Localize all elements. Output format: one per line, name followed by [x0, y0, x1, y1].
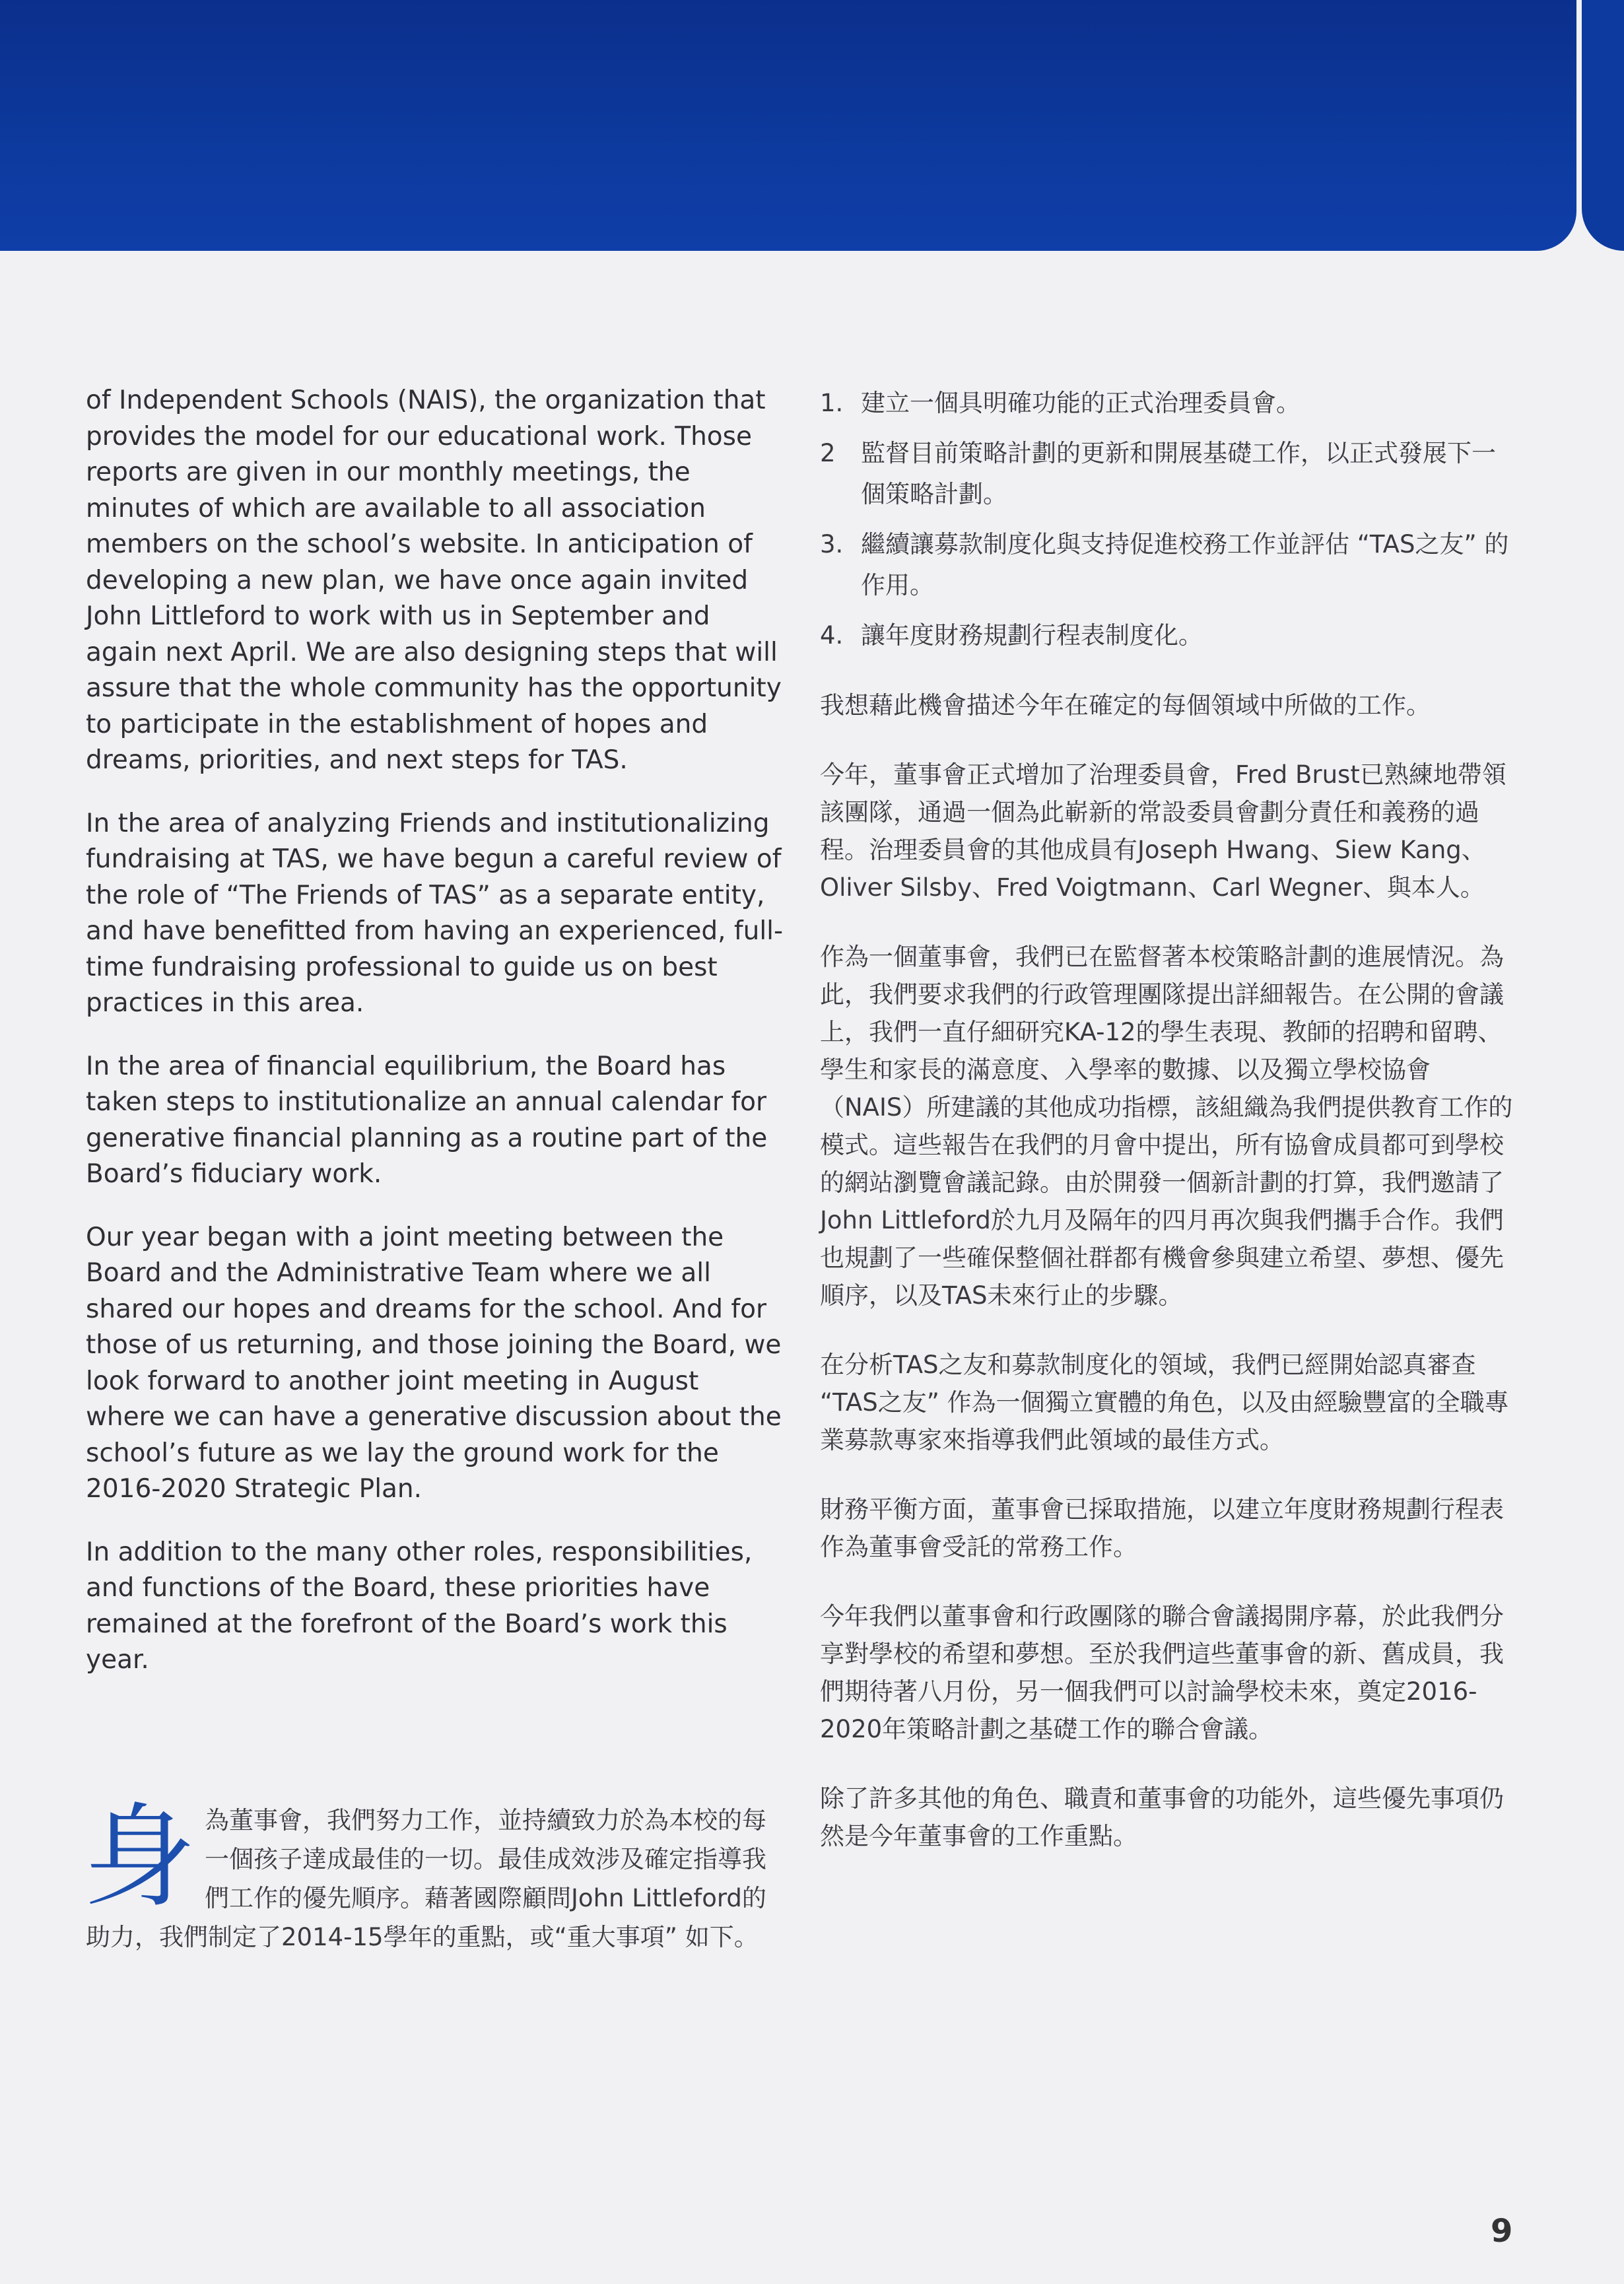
list-number: 2: [820, 439, 836, 467]
left-paragraph-2: In the area of analyzing Friends and institutionalizing fundraising at TAS, we have begun a careful review of the role of “The Friends of TAS” as a separate entity, and have benefitted from having an experienced, full-time fundraising professional to guide us on best practices in this area.: [86, 808, 784, 1018]
page-number: 9: [1491, 2213, 1513, 2250]
right-paragraph-6: 今年我們以董事會和行政團隊的聯合會議揭開序幕，於此我們分享對學校的希望和夢想。至於我們這些董事會的新、舊成員，我們期待著八月份，另一個我們可以討論學校未來，奠定2016-2020年策略計劃之基礎工作的聯合會議。: [820, 1602, 1504, 1743]
right-paragraph-5: 財務平衡方面，董事會已採取措施，以建立年度財務規劃行程表作為董事會受託的常務工作。: [820, 1495, 1504, 1561]
right-column: [820, 383, 1520, 1887]
right-paragraph-3: 作為一個董事會，我們已在監督著本校策略計劃的進展情況。為此，我們要求我們的行政管理團隊提出詳細報告。在公開的會議上，我們一直仔細研究KA-12的學生表現、教師的招聘和留聘、學生和家長的滿意度、入學率的數據、以及獨立學校協會（NAIS）所建議的其他成功指標，該組織為我們提供教育工作的模式。這些報告在我們的月會中提出，所有協會成員都可到學校的網站瀏覽會議記錄。由於開發一個新計劃的打算，我們邀請了John Littleford於九月及隔年的四月再次與我們攜手合作。我們也規劃了一些確保整個社群都有機會參與建立希望、夢想、優先順序，以及TAS未來行止的步驟。: [820, 943, 1513, 1310]
list-number: 4.: [820, 621, 844, 650]
right-paragraph-2: 今年，董事會正式增加了治理委員會，Fred Brust已熟練地帶領該團隊，通過一個為此嶄新的常設委員會劃分責任和義務的過程。治理委員會的其他成員有Joseph Hwang、Siew Kang、Oliver Silsby、Fred Voigtmann、Carl Wegner、與本人。: [820, 760, 1506, 902]
chinese-intro-text: 為董事會，我們努力工作，並持續致力於為本校的每一個孩子達成最佳的一切。最佳成效涉及確定指導我們工作的優先順序。藉著國際顧問John Littleford的助力，我們制定了2014-15學年的重點，或“重大事項” 如下。: [86, 1806, 767, 1951]
drop-cap: 身: [83, 1792, 196, 1923]
right-paragraph-1: 我想藉此機會描述今年在確定的每個領域中所做的工作。: [820, 691, 1431, 720]
list-number: 1.: [820, 389, 844, 417]
list-text: 繼續讓募款制度化與支持促進校務工作並評估 “TAS之友” 的作用。: [861, 530, 1509, 599]
list-item: [820, 383, 1520, 424]
list-text: 監督目前策略計劃的更新和開展基礎工作，以正式發展下一個策略計劃。: [861, 439, 1496, 508]
list-text: 建立一個具明確功能的正式治理委員會。: [861, 389, 1301, 417]
list-text: 讓年度財務規劃行程表制度化。: [861, 621, 1203, 650]
list-item: [820, 615, 1520, 656]
right-paragraph-4: 在分析TAS之友和募款制度化的領域，我們已經開始認真審查 “TAS之友” 作為一個獨立實體的角色，以及由經驗豐富的全職專業募款專家來指導我們此領域的最佳方式。: [820, 1351, 1509, 1454]
list-item: [820, 524, 1520, 606]
left-paragraph-5: In addition to the many other roles, responsibilities, and functions of the Board, these priorities have remained at the forefront of the Board’s work this year.: [86, 1537, 753, 1675]
left-paragraph-1: of Independent Schools (NAIS), the organization that provides the model for our educational work. Those reports are given in our monthly meetings, the minutes of which are available to all association members on the school’s website. In anticipation of developing a new plan, we have once again invited John Littleford to work with us in September and again next April. We are also designing steps that will assure that the whole community has the opportunity to participate in the establishment of hopes and dreams, priorities, and next steps for TAS.: [86, 386, 782, 775]
right-paragraph-7: 除了許多其他的角色、職責和董事會的功能外，這些優先事項仍然是今年董事會的工作重點。: [820, 1784, 1504, 1850]
header-tab: [1582, 0, 1624, 251]
chinese-intro: [83, 1792, 786, 1957]
left-column: [86, 383, 786, 1706]
list-item: [820, 433, 1520, 515]
list-number: 3.: [820, 530, 844, 558]
left-paragraph-4: Our year began with a joint meeting between the Board and the Administrative Team where we all shared our hopes and dreams for the school. And for those of us returning, and those joining the Board, we look forward to another joint meeting in August where we can have a generative discussion about the school’s future as we lay the ground work for the 2016-2020 Strategic Plan.: [86, 1222, 782, 1504]
left-paragraph-3: In the area of financial equilibrium, the Board has taken steps to institutionalize an annual calendar for generative financial planning as a routine part of the Board’s fiduciary work.: [86, 1051, 768, 1189]
priority-list: [820, 383, 1520, 656]
header-band: [0, 0, 1576, 251]
